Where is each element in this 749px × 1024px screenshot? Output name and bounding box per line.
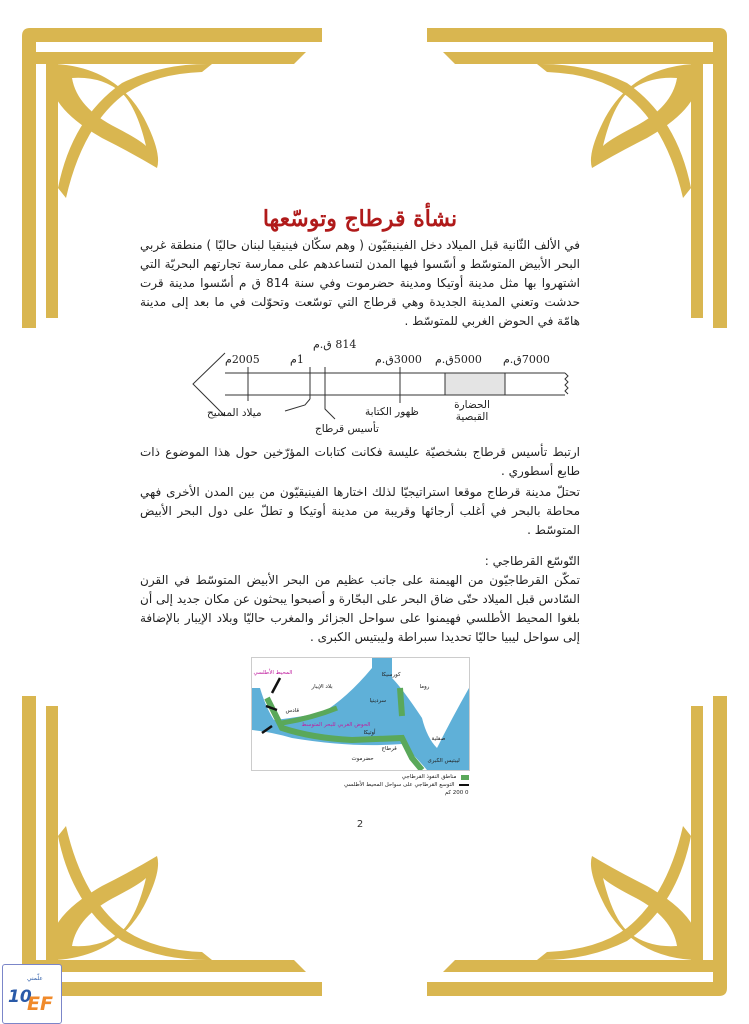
map-label-sea: الحوض الغربي للبحر المتوسط — [301, 722, 371, 728]
page-title: نشأة قرطاج وتوسّعها — [262, 206, 458, 232]
map-label-utica: أوتيكا — [363, 730, 376, 736]
map-label-leptis: ليبتيس الكبرى — [427, 758, 460, 764]
site-logo[interactable] — [2, 964, 62, 1024]
caption-writing: ظهور الكتابة — [365, 406, 419, 418]
logo-number: 10 — [8, 987, 32, 1007]
carthage-expansion-map — [251, 657, 470, 771]
map-label-atlantic: المحيط الأطلسي — [253, 670, 293, 676]
timeline-date-5000: 5000ق.م — [435, 353, 482, 366]
page-number: 2 — [356, 819, 364, 830]
caption-capsian: الحضارة القبصية — [454, 399, 490, 423]
timeline-date-814: 814 ق.م — [313, 338, 357, 351]
caption-birth-of-christ: ميلاد المسيح — [207, 407, 262, 419]
subheading-expansion: التّوسّع القرطاجي : — [484, 554, 580, 568]
map-label-sicily: صقلية — [431, 736, 446, 742]
paragraph-elissa: ارتبط تأسيس قرطاج بشخصيّة عليسة فكانت كتابات المؤرّخين حول هذا الموضوع ذات طابع أسطوري . — [140, 445, 580, 478]
map-legend-influence: مناطق النفوذ القرطاجي — [401, 774, 457, 780]
timeline-date-7000: 7000ق.م — [503, 353, 550, 366]
map-label-sardinia: سردينيا — [369, 698, 387, 704]
map-legend — [252, 773, 469, 797]
map-legend-row-atlantic — [252, 781, 469, 789]
caption-carthage-founding: تأسيس قرطاج — [315, 423, 379, 435]
arrow-icon — [459, 784, 469, 786]
map-label-rome: روما — [419, 684, 430, 690]
page-content — [140, 206, 580, 830]
map-label-corsica: كورسيكا — [381, 672, 401, 678]
map-scale: 0 200 كم — [444, 790, 469, 796]
map-label-iberia: بلاد الإيبار — [311, 684, 333, 690]
timeline — [185, 339, 575, 439]
logo-arabic-text: علّمني — [27, 975, 43, 982]
paragraph-founding: في الألف الثّانية قبل الميلاد دخل الفينيقيّون ( وهم سكّان فينيقيا لبنان حاليّا ) منطقة غربي البحر الأبيض المتوسّط و أسّسوا فيها المدن لتساعدهم على ممارسة تجارتهم البحريّة التي اشتهروا بها مثل مدينة أوتيكا ومدينة حضرموت وفي سنة 814 ق م أسّسوا مدينة قرت حدشت وتعني المدينة الجديدة وهي قرطاج التي توسّعت وتحوّلت في ما بعد إلى مدينة هامّة في الحوض الغربي للمتوسّط . — [140, 238, 580, 328]
map-label-gades: قادس — [285, 708, 299, 714]
timeline-date-2005: 2005م — [225, 353, 260, 366]
map-label-carthage: قرطاج — [381, 746, 397, 752]
timeline-date-3000: 3000ق.م — [375, 353, 422, 366]
paragraph-expansion: تمكّن القرطاجيّون من الهيمنة على جانب عظيم من البحر الأبيض المتوسّط في القرن السّادس قبل الميلاد حتّى ضاق البحر على البحّارة و أصبحوا يبحثون عن مكان جديد إلى أن بلغوا المحيط الأطلسي فهيمنوا على سواحل الجزائر والمغرب حاليّا وبلاد الإيبار بالإضافة إلى سواحل ليبيا حاليّا تحديدا سبراطة وليبتيس الكبرى . — [140, 573, 580, 644]
green-swatch-icon — [461, 775, 469, 780]
logo-letters: EF — [27, 993, 53, 1015]
map-legend-row-influence — [252, 773, 469, 781]
paragraph-location: تحتلّ مدينة قرطاج موقعا استراتيجيّا لذلك اختارها الفينيقيّون من بين المدن الأخرى فهي محاطة بالبحر في أغلب أرجائها وقريبة من مدينة أوتيكا و تطلّ على دول البحر الأبيض المتوسّط . — [140, 485, 580, 537]
map-legend-row-scale — [252, 789, 469, 797]
timeline-date-1: 1م — [290, 353, 304, 366]
map-label-hadrumetum: حضرموت — [351, 756, 374, 762]
map-legend-atlantic-expansion: التوسع القرطاجي على سواحل المحيط الأطلسي — [344, 782, 455, 788]
